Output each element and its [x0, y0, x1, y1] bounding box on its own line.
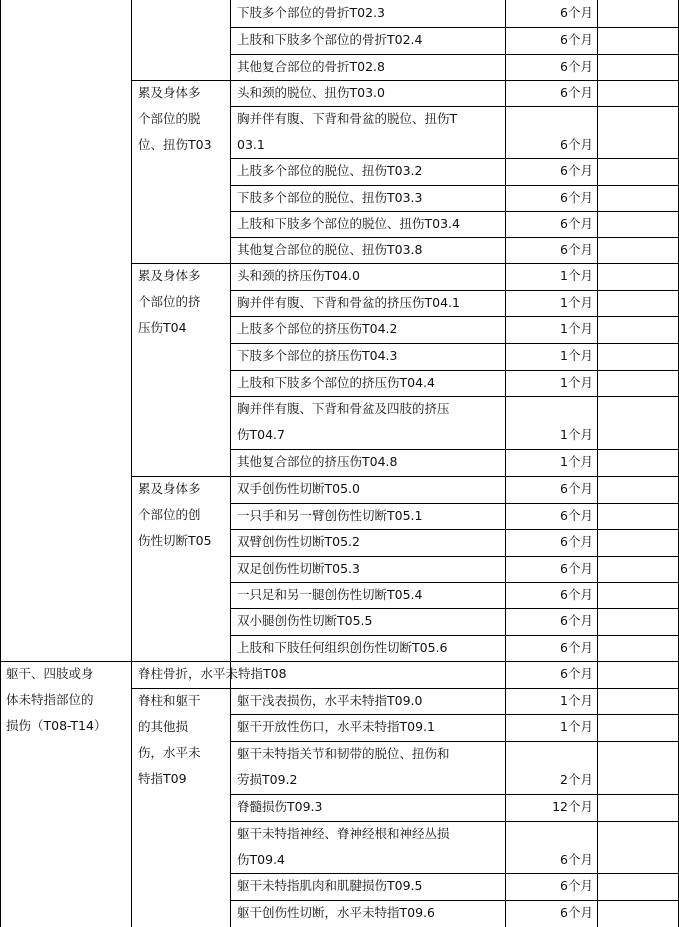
- row-item-text: 头和颈的挤压伤T04.0: [237, 268, 360, 283]
- row-item-text: 双臂创伤性切断T05.2: [237, 534, 360, 549]
- group-label: 个部位的脱: [138, 111, 201, 126]
- row-item-text: 躯干未特指关节和韧带的脱位、扭伤和: [237, 746, 450, 761]
- row-item-text: 上肢和下肢多个部位的脱位、扭伤T03.4: [237, 216, 460, 231]
- row-period: 12个月: [552, 799, 593, 814]
- row-period: 6个月: [560, 137, 593, 152]
- row-period: 1个月: [560, 719, 593, 734]
- row-period: 6个月: [560, 878, 593, 893]
- row-period: 1个月: [560, 375, 593, 390]
- row-item-text: 双足创伤性切断T05.3: [237, 561, 360, 576]
- row-period: 1个月: [560, 295, 593, 310]
- table-grid-line: [230, 661, 679, 662]
- group-label: 的其他损: [138, 719, 189, 734]
- row-period: 6个月: [560, 508, 593, 523]
- group-label: 累及身体多: [138, 85, 201, 100]
- group-label: 伤性切断T05: [138, 533, 212, 548]
- row-period: 1个月: [560, 454, 593, 469]
- row-period: 6个月: [560, 85, 593, 100]
- category-label: 躯干、四肢或身: [6, 666, 94, 681]
- group-label: 个部位的挤: [138, 294, 201, 309]
- row-item-text: 伤T09.4: [237, 852, 285, 867]
- row-period: 6个月: [560, 852, 593, 867]
- row-period: 6个月: [560, 163, 593, 178]
- row-period: 6个月: [560, 613, 593, 628]
- row-period: 6个月: [560, 905, 593, 920]
- row-period: 6个月: [560, 666, 593, 681]
- row-item-text: 一只手和另一臂创伤性切断T05.1: [237, 508, 423, 523]
- row-period: 2个月: [560, 772, 593, 787]
- group-label: 累及身体多: [138, 268, 201, 283]
- row-item-text: 躯干创伤性切断，水平未特指T09.6: [237, 905, 435, 920]
- row-item-text: 下肢多个部位的骨折T02.3: [237, 5, 385, 20]
- row-item-text: 上肢和下肢任何组织创伤性切断T05.6: [237, 640, 448, 655]
- row-item-text: 脊髓损伤T09.3: [237, 799, 323, 814]
- group-label: 脊柱和躯干: [138, 693, 201, 708]
- row-item-text: 胸并伴有腹、下背和骨盆的挤压伤T04.1: [237, 295, 460, 310]
- row-item-text: 上肢和下肢多个部位的骨折T02.4: [237, 32, 423, 47]
- table-grid-line: [131, 661, 132, 688]
- row-period: 6个月: [560, 5, 593, 20]
- group-label: 个部位的创: [138, 507, 201, 522]
- row-item-text: 双手创伤性切断T05.0: [237, 481, 360, 496]
- table-grid-line: [597, 0, 598, 927]
- row-period: 6个月: [560, 59, 593, 74]
- row-item-text: 其他复合部位的脱位、扭伤T03.8: [237, 242, 423, 257]
- row-period: 1个月: [560, 427, 593, 442]
- row-item-text: 劳损T09.2: [237, 772, 298, 787]
- group-label: 位、扭伤T03: [138, 137, 212, 152]
- group-label: 伤，水平未: [138, 745, 201, 760]
- row-period: 6个月: [560, 242, 593, 257]
- row-period: 6个月: [560, 640, 593, 655]
- row-item-text: 上肢和下肢多个部位的挤压伤T04.4: [237, 375, 435, 390]
- category-label: 损伤（T08-T14）: [6, 718, 107, 733]
- group-label: 压伤T04: [138, 320, 187, 335]
- row-item-text: 双小腿创伤性切断T05.5: [237, 613, 373, 628]
- row-period: 6个月: [560, 190, 593, 205]
- row-period: 6个月: [560, 481, 593, 496]
- table-grid-line: [0, 0, 1, 927]
- row-item-text: 躯干未特指神经、脊神经根和神经丛损: [237, 826, 450, 841]
- row-period: 1个月: [560, 321, 593, 336]
- row-item-text: 躯干未特指肌肉和肌腱损伤T09.5: [237, 878, 423, 893]
- row-period: 6个月: [560, 534, 593, 549]
- row-period: 6个月: [560, 216, 593, 231]
- row-period: 6个月: [560, 32, 593, 47]
- category-label: 体未特指部位的: [6, 692, 94, 707]
- row-period: 1个月: [560, 693, 593, 708]
- row-item-text: 上肢多个部位的脱位、扭伤T03.2: [237, 163, 423, 178]
- table-grid-line: [131, 0, 132, 927]
- table-grid-line: [505, 0, 506, 927]
- row-item-text: 胸并伴有腹、下背和骨盆的脱位、扭伤T: [237, 111, 458, 126]
- row-period: 6个月: [560, 561, 593, 576]
- table-grid-line: [230, 0, 231, 927]
- row-item-text: 上肢多个部位的挤压伤T04.2: [237, 321, 398, 336]
- row-item-text: 躯干浅表损伤，水平未特指T09.0: [237, 693, 423, 708]
- row-period: 1个月: [560, 348, 593, 363]
- row-period: 1个月: [560, 268, 593, 283]
- row-item-text: 脊柱骨折，水平未特指T08: [138, 666, 287, 681]
- row-item-text: 其他复合部位的挤压伤T04.8: [237, 454, 398, 469]
- row-item-text: 胸并伴有腹、下背和骨盆及四肢的挤压: [237, 401, 450, 416]
- group-label: 累及身体多: [138, 481, 201, 496]
- row-item-text: 伤T04.7: [237, 427, 285, 442]
- group-label: 特指T09: [138, 771, 187, 786]
- row-item-text: 一只足和另一腿创伤性切断T05.4: [237, 587, 423, 602]
- row-item-text: 其他复合部位的骨折T02.8: [237, 59, 385, 74]
- row-item-text: 躯干开放性伤口，水平未特指T09.1: [237, 719, 435, 734]
- row-item-text: 下肢多个部位的挤压伤T04.3: [237, 348, 398, 363]
- row-item-text: 下肢多个部位的脱位、扭伤T03.3: [237, 190, 423, 205]
- row-item-text: 头和颈的脱位、扭伤T03.0: [237, 85, 385, 100]
- row-period: 6个月: [560, 587, 593, 602]
- row-item-text: 03.1: [237, 137, 265, 152]
